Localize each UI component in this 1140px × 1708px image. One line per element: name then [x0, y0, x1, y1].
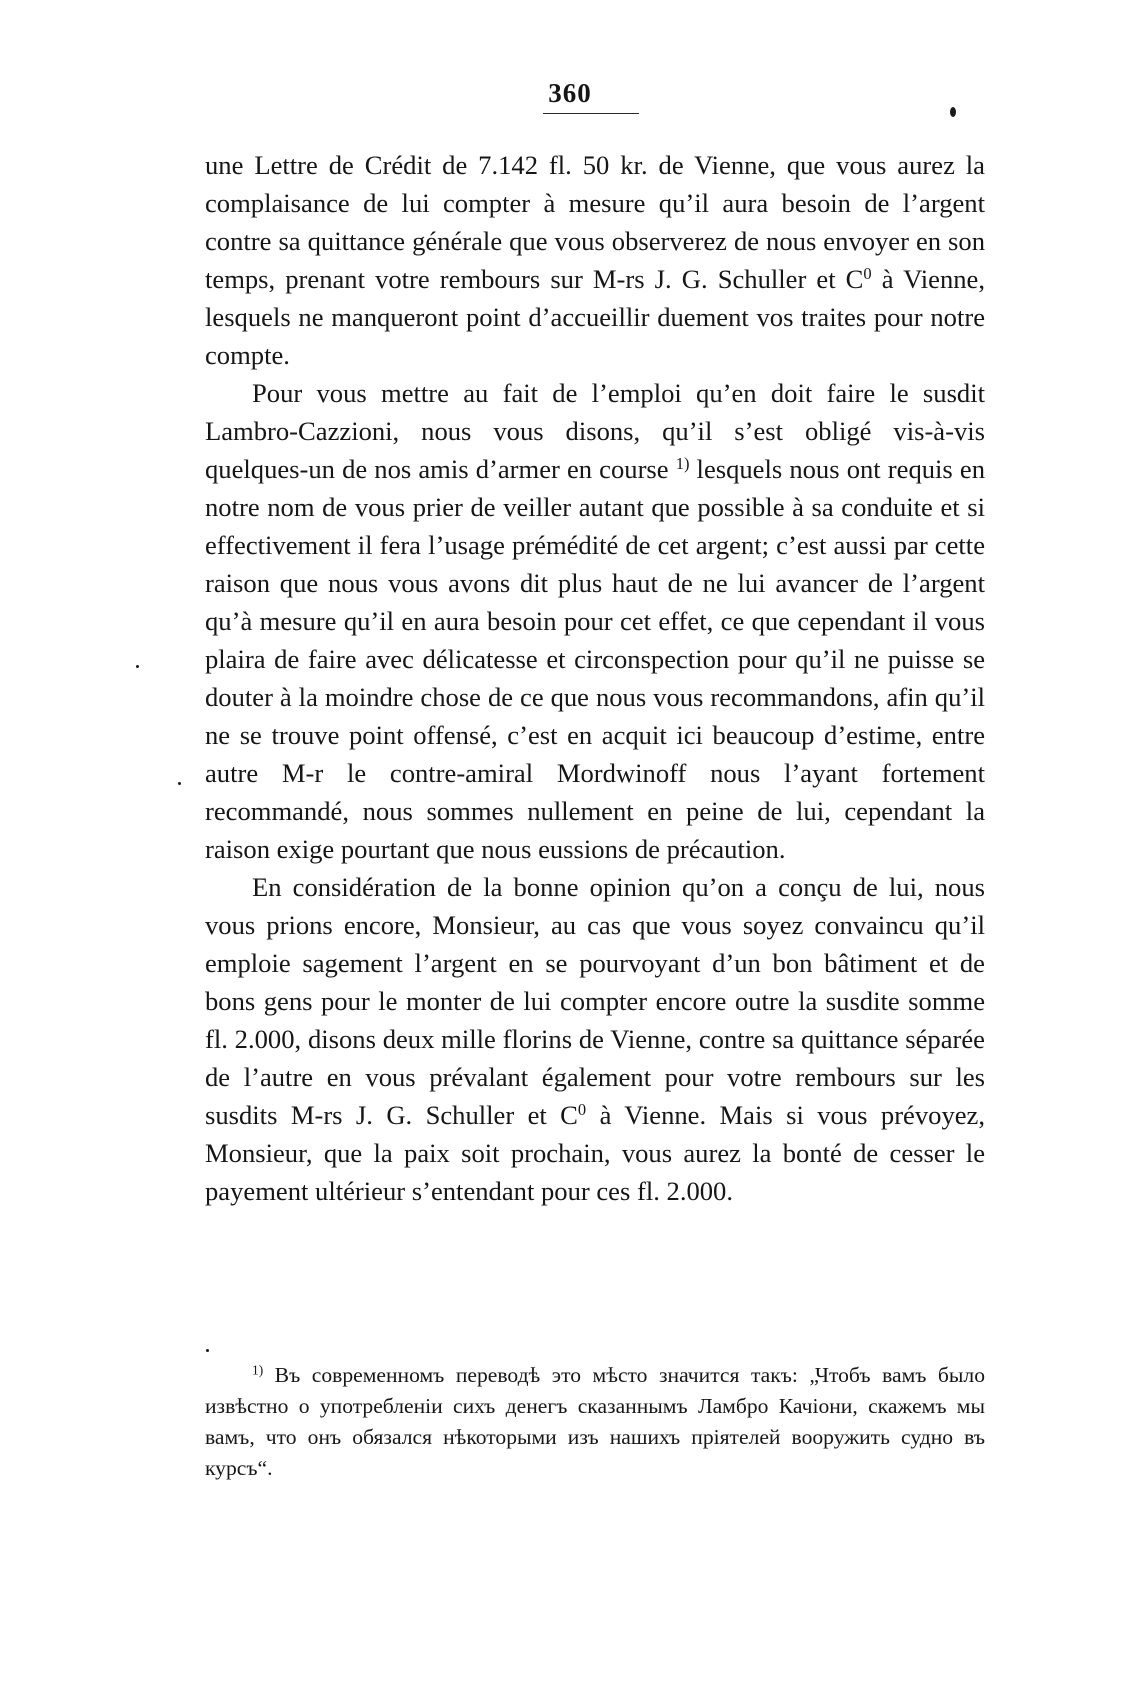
footnote-marker: 1)	[252, 1362, 264, 1378]
paragraph-text: à Vienne. Mais si vous prévoyez, Monsieur, que la paix soit prochain, vous aurez la bonté de cesser le payement ultérieur s’entendant pour ces fl. 2.000.	[205, 1100, 985, 1206]
page-number-rule	[543, 113, 639, 114]
paragraph-text: à Vienne, lesquels ne manqueront point d’accueillir duement vos traites pour notre compte.	[205, 264, 985, 370]
superscript: 0	[863, 263, 872, 283]
paragraph	[205, 868, 985, 1210]
page-number: 360	[548, 78, 592, 108]
letter-body	[205, 146, 985, 1210]
paragraph-text: lesquels nous ont requis en notre nom de vous prier de veiller autant que possible à sa conduite et si effectivement il fera l’usage prémédité de cet argent; c’est aussi par cette raison que nous vous avons dit plus haut de ne lui avancer de l’argent qu’à mesure qu’il en aura besoin pour cet effet, ce que cependant il vous plaira de faire avec délicatesse et circonspection pour qu’il ne puisse se douter à la moindre chose de ce que nous vous recommandons, afin qu’il ne se trouve point offensé, c’est en acquit ici beaucoup d’estime, entre autre M-r le contre-amiral Mordwinoff nous l’ayant fortement recommandé, nous sommes nullement en peine de lui, cependant la raison exige pourtant que nous eussions de précaution.	[205, 454, 985, 864]
ink-speck	[950, 107, 956, 117]
footnote-reference: 1)	[675, 453, 690, 473]
paragraph	[205, 146, 985, 374]
ink-speck	[178, 782, 181, 785]
paragraph-text: Pour vous mettre au fait de l’emploi qu’en doit faire le susdit Lambro-Cazzioni, nous vous disons, qu’il s’est obligé vis-à-vis quelques-un de nos amis d’armer en course	[205, 378, 985, 484]
footnote-text: Въ современномъ переводѣ это мѣсто значится такъ: „Чтобъ вамъ было извѣстно о употребленіи сихъ денегъ сказаннымъ Ламбро Качіони, скажемъ мы вамъ, что онъ обязался нѣкоторыми изъ нашихъ пріятелей вооружить судно въ курсъ“.	[205, 1363, 985, 1480]
ink-speck	[136, 665, 139, 668]
paragraph-text: En considération de la bonne opinion qu’on a conçu de lui, nous vous prions encore, Monsieur, au cas que vous soyez convaincu qu’il emploie sagement l’argent en se pourvoyant d’un bon bâtiment et de bons gens pour le monter de lui compter encore outre la susdite somme fl. 2.000, disons deux mille florins de Vienne, contre sa quittance séparée de l’autre en vous prévalant également pour votre rembours sur les susdits M-rs J. G. Schuller et C	[205, 872, 985, 1130]
paragraph-text: une Lettre de Crédit de 7.142 fl. 50 kr. de Vienne, que vous aurez la complaisance de lui compter à mesure qu’il aura besoin de l’argent contre sa quittance générale que vous observerez de nous envoyer en son temps, prenant votre rembours sur M-rs J. G. Schuller et C	[205, 150, 985, 294]
footnote	[205, 1360, 985, 1484]
ink-speck	[206, 1349, 209, 1352]
superscript: 0	[577, 1099, 587, 1119]
paragraph	[205, 374, 985, 868]
